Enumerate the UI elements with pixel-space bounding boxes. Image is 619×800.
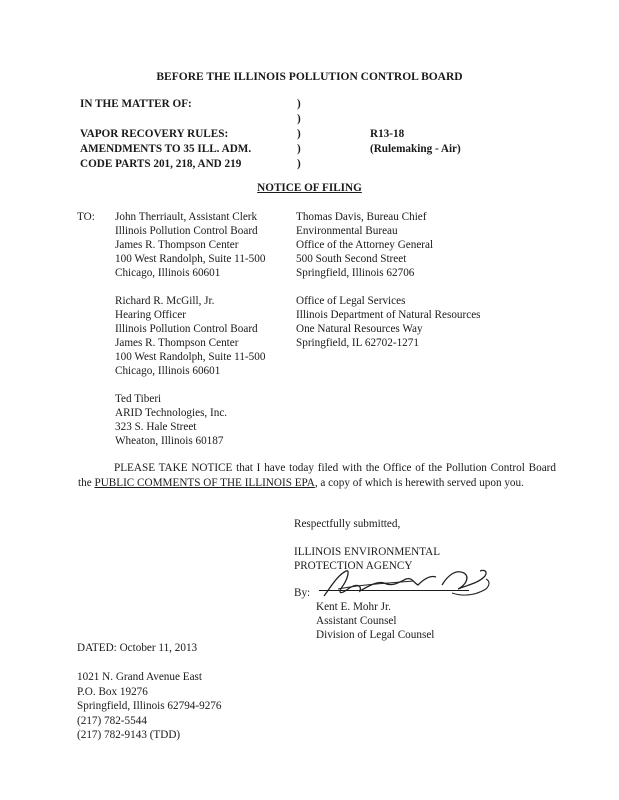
address-line: 323 S. Hale Street — [115, 421, 197, 433]
paren: ) — [297, 98, 301, 110]
board-title: BEFORE THE ILLINOIS POLLUTION CONTROL BOARD — [156, 71, 463, 83]
address-line: 100 West Randolph, Suite 11-500 — [115, 253, 266, 265]
address-line: Wheaton, Illinois 60187 — [115, 435, 224, 447]
address-line: One Natural Resources Way — [296, 323, 423, 335]
caption-line: VAPOR RECOVERY RULES: — [80, 128, 229, 140]
address-line: Thomas Davis, Bureau Chief — [296, 211, 427, 223]
footer-address-line: (217) 782-9143 (TDD) — [77, 729, 181, 741]
closing: Respectfully submitted, — [294, 518, 401, 530]
address-line: 100 West Randolph, Suite 11-500 — [115, 351, 266, 363]
recipient-arid — [115, 392, 227, 448]
address-line: 500 South Second Street — [296, 253, 407, 265]
address-line: James R. Thompson Center — [115, 239, 239, 251]
address-line: James R. Thompson Center — [115, 337, 239, 349]
caption-parens — [297, 97, 301, 172]
paren: ) — [297, 158, 301, 170]
signer-division: Division of Legal Counsel — [316, 629, 435, 641]
case-caption — [80, 97, 251, 172]
docket-number: R13-18 — [370, 128, 405, 140]
address-line: Chicago, Illinois 60601 — [115, 267, 221, 279]
handwritten-signature — [318, 563, 493, 605]
docket-type: (Rulemaking - Air) — [370, 143, 461, 155]
address-line: Illinois Department of Natural Resources — [296, 309, 481, 321]
docket-info — [370, 127, 461, 157]
notice-title: NOTICE OF FILING — [257, 182, 362, 194]
agency-name-line2: PROTECTION AGENCY — [294, 560, 413, 572]
by-label: By: — [294, 587, 311, 599]
recipient-attorney-general — [296, 210, 433, 280]
address-line: Hearing Officer — [115, 309, 186, 321]
address-line: Office of Legal Services — [296, 295, 406, 307]
address-line: John Therriault, Assistant Clerk — [115, 211, 258, 223]
filed-document-title: PUBLIC COMMENTS OF THE ILLINOIS EPA — [94, 476, 315, 489]
recipient-legal-services — [296, 294, 481, 350]
footer-address-line: 1021 N. Grand Avenue East — [77, 671, 203, 683]
notice-text: , a copy of which is herewith served upon you. — [314, 476, 524, 489]
caption-line — [80, 112, 251, 127]
address-line: Illinois Pollution Control Board — [115, 225, 258, 237]
notice-paragraph — [78, 461, 556, 490]
paren: ) — [297, 143, 301, 155]
signer-title: Assistant Counsel — [316, 615, 397, 627]
footer-address-line: Springfield, Illinois 62794-9276 — [77, 700, 222, 712]
caption-line: IN THE MATTER OF: — [80, 98, 192, 110]
recipient-hearing-officer — [115, 294, 265, 378]
address-line: Chicago, Illinois 60601 — [115, 365, 221, 377]
caption-line: AMENDMENTS TO 35 ILL. ADM. — [80, 143, 252, 155]
recipient-clerk — [115, 210, 265, 280]
signer-name: Kent E. Mohr Jr. — [316, 601, 391, 613]
footer-address — [77, 670, 222, 743]
address-line: Office of the Attorney General — [296, 239, 434, 251]
agency-name-line1: ILLINOIS ENVIRONMENTAL — [294, 546, 441, 558]
dated-line: DATED: October 11, 2013 — [77, 642, 198, 654]
address-line: Environmental Bureau — [296, 225, 398, 237]
address-line: ARID Technologies, Inc. — [115, 407, 228, 419]
paren: ) — [297, 128, 301, 140]
footer-address-line: P.O. Box 19276 — [77, 685, 148, 698]
address-line: Springfield, Illinois 62706 — [296, 267, 415, 279]
notice-text: PLEASE TAKE NOTICE that I have today filed with the Office of the Pollution Control Board the — [78, 462, 556, 489]
address-line: Richard R. McGill, Jr. — [115, 295, 215, 307]
paren: ) — [297, 113, 301, 125]
caption-line: CODE PARTS 201, 218, AND 219 — [80, 158, 242, 170]
address-line: Illinois Pollution Control Board — [115, 323, 258, 335]
address-line: Springfield, IL 62702-1271 — [296, 337, 419, 349]
to-label: TO: — [77, 211, 95, 223]
footer-address-line: (217) 782-5544 — [77, 714, 147, 727]
address-line: Ted Tiberi — [115, 393, 162, 405]
